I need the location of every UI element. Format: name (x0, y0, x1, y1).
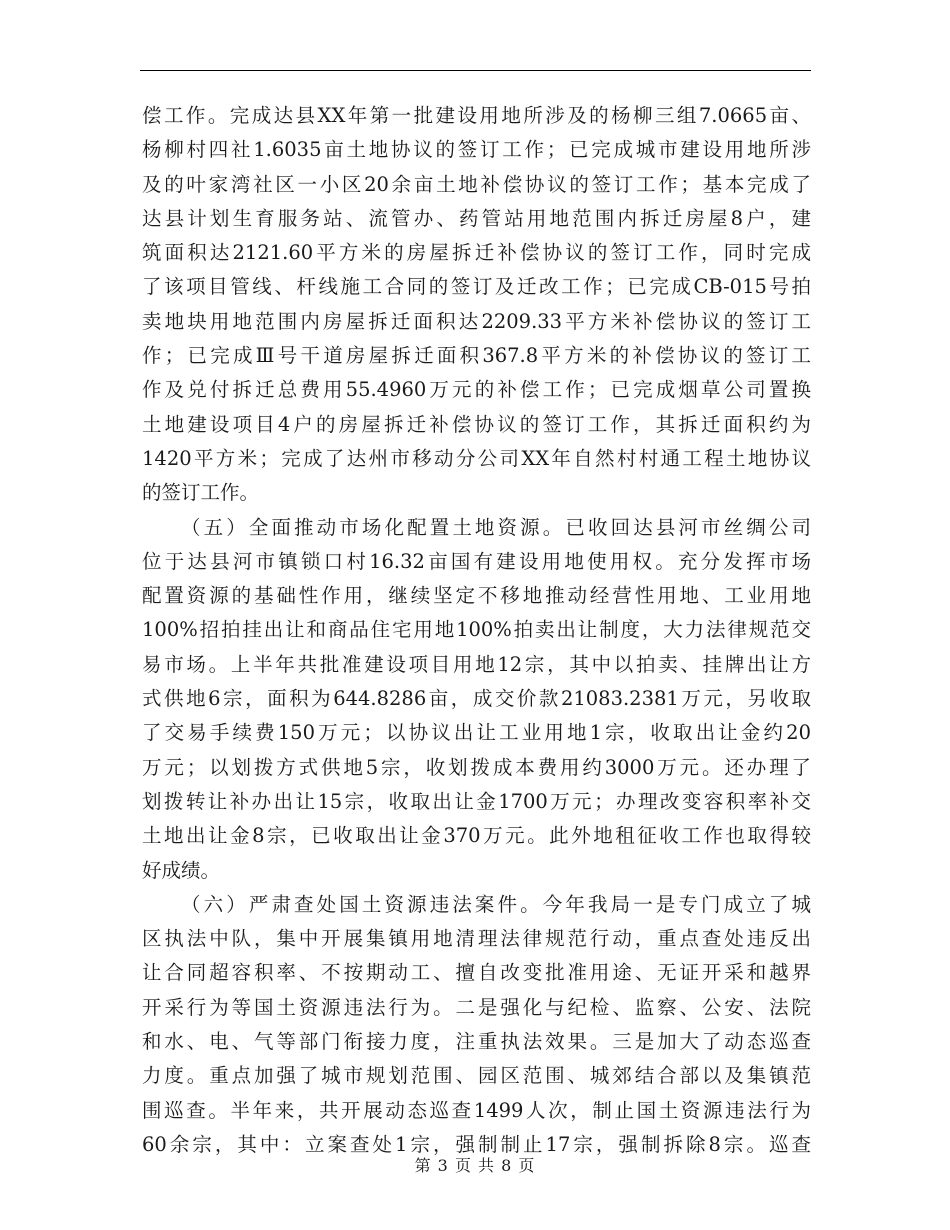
text-line: 力度。重点加强了城市规划范围、园区范围、城郊结合部以及集镇范 (142, 1064, 811, 1088)
text-line: 万元；以划拨方式供地5宗，收划拨成本费用约3000万元。还办理了 (142, 755, 811, 779)
text-line: 区执法中队，集中开展集镇用地清理法律规范行动，重点查处违反出 (142, 927, 811, 951)
text-line: 作及兑付拆迁总费用55.4960万元的补偿工作；已完成烟草公司置换 (142, 378, 811, 402)
text-line: 配置资源的基础性作用，继续坚定不移地推动经营性用地、工业用地 (142, 584, 811, 608)
text-line: 及的叶家湾社区一小区20余亩土地补偿协议的签订工作；基本完成了 (142, 172, 811, 196)
text-line: 卖地块用地范围内房屋拆迁面积达2209.33平方米补偿协议的签订工 (142, 309, 811, 333)
text-line: 围巡查。半年来，共开展动态巡查1499人次，制止国土资源违法行为 (142, 1098, 811, 1122)
text-line: 达县计划生育服务站、流管办、药管站用地范围内拆迁房屋8户，建 (142, 206, 811, 230)
text-line: （六）严肃查处国土资源违法案件。今年我局一是专门成立了城 (181, 892, 811, 916)
text-line: 偿工作。完成达县XX年第一批建设用地所涉及的杨柳三组7.0665亩、 (142, 104, 811, 127)
text-line: 了该项目管线、杆线施工合同的签订及迁改工作；已完成CB-015号拍 (142, 275, 811, 299)
text-line: 让合同超容积率、不按期动工、擅自改变批准用途、无证开采和越界 (142, 961, 811, 985)
text-line: 土地建设项目4户的房屋拆迁补偿协议的签订工作，其拆迁面积约为 (142, 412, 811, 436)
document-body (142, 99, 811, 1162)
header-rule (140, 70, 811, 71)
text-line: 和水、电、气等部门衔接力度，注重执法效果。三是加大了动态巡查 (142, 1030, 811, 1054)
page-footer: 第 3 页 共 8 页 (414, 1156, 536, 1175)
text-line: 位于达县河市镇锁口村16.32亩国有建设用地使用权。充分发挥市场 (142, 549, 811, 573)
text-line: 60余宗，其中：立案查处1宗，强制制止17宗，强制拆除8宗。巡查 (142, 1132, 811, 1156)
text-line: （五）全面推动市场化配置土地资源。已收回达县河市丝绸公司 (181, 515, 811, 539)
text-line: 土地出让金8宗，已收取出让金370万元。此外地租征收工作也取得较 (142, 824, 811, 848)
text-line: 杨柳村四社1.6035亩土地协议的签订工作；已完成城市建设用地所涉 (142, 138, 811, 162)
text-line: 好成绩。 (142, 858, 221, 882)
text-line: 100%招拍挂出让和商品住宅用地100%拍卖出让制度，大力法律规范交 (142, 618, 811, 642)
text-line: 作；已完成Ⅲ号干道房屋拆迁面积367.8平方米的补偿协议的签订工 (142, 344, 811, 368)
text-line: 开采行为等国土资源违法行为。二是强化与纪检、监察、公安、法院 (142, 995, 811, 1019)
text-line: 式供地6宗，面积为644.8286亩，成交价款21083.2381万元，另收取 (142, 687, 811, 711)
text-line: 的签订工作。 (142, 481, 260, 505)
text-line: 1420平方米；完成了达州市移动分公司XX年自然村村通工程土地协议 (142, 446, 811, 470)
text-line: 筑面积达2121.60平方米的房屋拆迁补偿协议的签订工作，同时完成 (142, 241, 811, 265)
text-line: 易市场。上半年共批准建设项目用地12宗，其中以拍卖、挂牌出让方 (142, 652, 811, 676)
text-line: 了交易手续费150万元；以协议出让工业用地1宗，收取出让金约20 (142, 721, 811, 745)
text-line: 划拨转让补办出让15宗，收取出让金1700万元；办理改变容积率补交 (142, 789, 811, 813)
